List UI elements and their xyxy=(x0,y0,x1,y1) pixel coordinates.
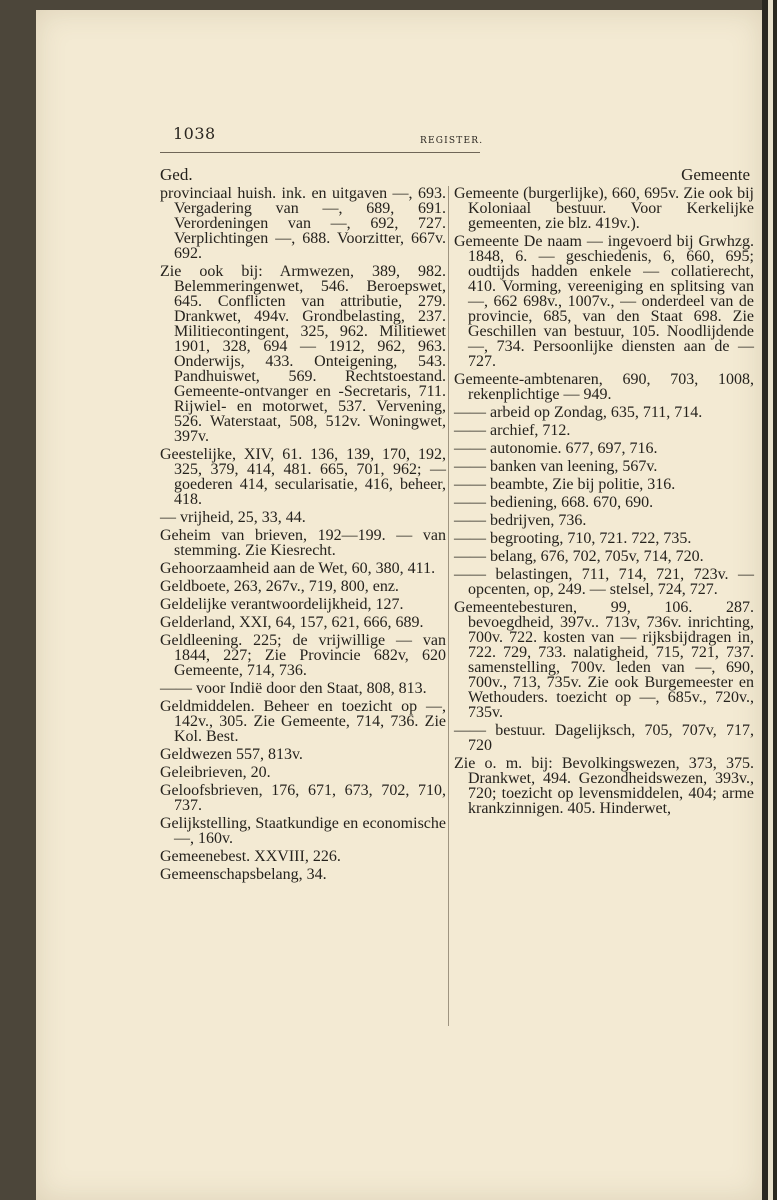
page-number: 1038 xyxy=(173,124,216,143)
left-entry-list xyxy=(160,186,446,882)
index-entry: —— arbeid op Zondag, 635, 711, 714. xyxy=(454,404,703,421)
right-guide-word: Gemeente xyxy=(681,165,750,184)
index-entry: —— archief, 712. xyxy=(454,422,571,439)
index-entry: Gemeente De naam — ingevoerd bij Grwhzg. 1848, 6. — geschiedenis, 6, 660, 695; oudtijds hadden enkele — collatierecht, 410. Vorming, vereeniging en splitsing van —, 662 698v., 1007v., — onderdeel van de provincie, 685, van den Staat 698. Zie Geschillen van bestuur, 105. Noodlijdende —, 734. Persoonlijke diensten aan de — 727. xyxy=(454,233,754,370)
index-entry: Gemeente-ambtenaren, 690, 703, 1008, rekenplichtige — 949. xyxy=(454,371,754,403)
right-entry-list xyxy=(454,186,754,816)
index-entry: Geheim van brieven, 192—199. — van stemming. Zie Kiesrecht. xyxy=(160,527,446,559)
index-entry: Gemeentebesturen, 99, 106. 287. bevoegdheid, 397v.. 713v, 736v. inrichting, 700v. 722. kosten van — rijksbijdragen in, 722. 729, 733. nalatigheid, 715, 721, 737. samenstelling, 700v. leden van —, 690, 700v., 713, 735v. Zie ook Burgemeester en Wethouders. toezicht op —, 685v., 720v., 735v. xyxy=(454,599,754,721)
index-entry: Geldelijke verantwoordelijkheid, 127. xyxy=(160,596,404,613)
index-entry: Gemeenebest. XXVIII, 226. xyxy=(160,848,341,865)
index-entry: Zie ook bij: Armwezen, 389, 982. Belemmeringenwet, 546. Beroepswet, 645. Conflicten van attributie, 279. Drankwet, 494v. Grondbelasting, 237. Militiecontingent, 325, 962. Militiewet 1901, 328, 694 — 1912, 962, 963. Onderwijs, 433. Onteigening, 543. Pandhuiswet, 569. Rechtstoestand. Gemeente-ontvanger en -Secretaris, 711. Rijwiel- en motorwet, 537. Vervening, 526. Waterstaat, 508, 512v. Woningwet, 397v. xyxy=(160,263,446,445)
header-rule xyxy=(160,152,480,153)
index-entry: —— belang, 676, 702, 705v, 714, 720. xyxy=(454,548,704,565)
index-entry: —— begrooting, 710, 721. 722, 735. xyxy=(454,530,692,547)
index-entry: —— banken van leening, 567v. xyxy=(454,458,658,475)
index-entry: —— bedrijven, 736. xyxy=(454,512,587,529)
index-entry: Gemeente (burgerlijke), 660, 695v. Zie ook bij Koloniaal bestuur. Voor Kerkelijke gemeenten, zie blz. 419v.). xyxy=(454,185,754,232)
next-page-edge xyxy=(768,0,773,1200)
index-entry: —— belastingen, 711, 714, 721, 723v. — opcenten, op, 249. — stelsel, 724, 727. xyxy=(454,566,754,598)
left-guide-word: Ged. xyxy=(160,165,193,184)
index-entry: Gelderland, XXI, 64, 157, 621, 666, 689. xyxy=(160,614,424,631)
index-entry: provinciaal huish. ink. en uitgaven —, 693. Vergadering van —, 689, 691. Verordeningen van —, 692, 727. Verplichtingen —, 688. Voorzitter, 667v. 692. xyxy=(160,185,446,262)
index-entry: Geestelijke, XIV, 61. 136, 139, 170, 192, 325, 379, 414, 481. 665, 701, 962; — goederen 414, secularisatie, 416, beheer, 418. xyxy=(160,446,446,508)
index-entry: —— autonomie. 677, 697, 716. xyxy=(454,440,658,457)
index-entry: Geloofsbrieven, 176, 671, 673, 702, 710, 737. xyxy=(160,782,446,814)
left-column xyxy=(160,166,446,885)
right-column xyxy=(454,166,754,819)
index-entry: —— bediening, 668. 670, 690. xyxy=(454,494,654,511)
index-entry: —— beambte, Zie bij politie, 316. xyxy=(454,476,676,493)
index-entry: Gemeenschapsbelang, 34. xyxy=(160,866,327,883)
index-entry: — vrijheid, 25, 33, 44. xyxy=(160,509,306,526)
index-entry: Geldmiddelen. Beheer en toezicht op —, 142v., 305. Zie Gemeente, 714, 736. Zie Kol. Best. xyxy=(160,698,446,745)
index-entry: —— voor Indië door den Staat, 808, 813. xyxy=(160,680,427,697)
index-entry: —— bestuur. Dagelijksch, 705, 707v, 717, 720 xyxy=(454,722,754,754)
running-head: REGISTER. xyxy=(420,136,484,146)
index-entry: Zie o. m. bij: Bevolkingswezen, 373, 375. Drankwet, 494. Gezondheidswezen, 393v., 720; toezicht op levensmiddelen, 404; arme krankzinnigen. 405. Hinderwet, xyxy=(454,755,754,817)
index-entry: Gehoorzaamheid aan de Wet, 60, 380, 411. xyxy=(160,560,436,577)
index-entry: Gelijkstelling, Staatkundige en economische —, 160v. xyxy=(160,815,446,847)
index-entry: Geldleening. 225; de vrijwillige — van 1844, 227; Zie Provincie 682v, 620 Gemeente, 714, 736. xyxy=(160,632,446,679)
index-entry: Geleibrieven, 20. xyxy=(160,764,271,781)
index-entry: Geldboete, 263, 267v., 719, 800, enz. xyxy=(160,578,399,595)
index-entry: Geldwezen 557, 813v. xyxy=(160,746,303,763)
column-divider xyxy=(448,186,449,1026)
